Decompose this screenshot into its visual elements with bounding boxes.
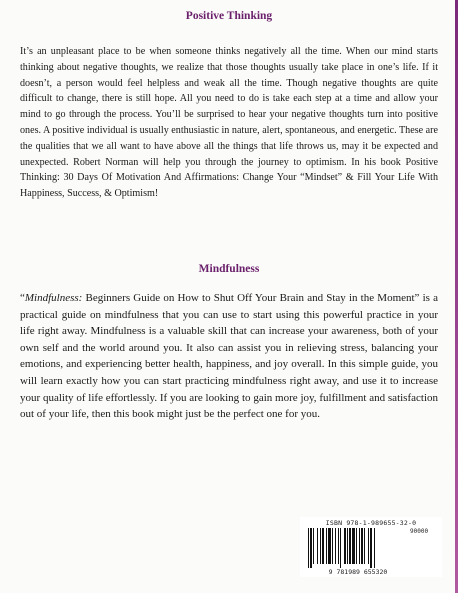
- barcode-bar: [340, 528, 341, 568]
- section-heading-mindfulness: Mindfulness: [198, 263, 260, 275]
- barcode-bar: [328, 528, 331, 564]
- barcode-bar: [326, 528, 327, 564]
- book-title-italic: Mindfulness:: [24, 292, 83, 304]
- mindfulness-paragraph-text: Beginners Guide on How to Shut Off Your Brain and Stay in the Moment” is a practical guide on mindfulness that you can use to start using this powerful practice in your life right away. Mindfulness is a valuable skill that can increase your awareness, both of your own self and the world around you. It also can assist you in relieving stress, balancing your emotions, and experiencing better health, happiness, and joy overall. In this simple guide, you will learn exactly how you can start practicing mindfulness right away, and use it to increase your quality of life effortlessly. If you are looking to gain more joy, fulfillment and satisfaction out of your life, then this book might just be the perfect one for you.: [20, 292, 438, 421]
- barcode-bar: [310, 528, 312, 568]
- barcode-bar: [335, 528, 336, 564]
- barcode-bar: [352, 528, 355, 564]
- isbn-barcode: [300, 517, 442, 577]
- positive-thinking-paragraph: It’s an unpleasant place to be when someone thinks negatively all the time. When our mind starts thinking about negative thoughts, we realize that those thoughts usually take place in one’s life. If it doesn’t, a person would feel helpless and weak all the time. Though negative thoughts are quite difficult to change, there is still hope. All you need to do is take each step at a time and allow your mind to go through the process. You’ll be surprised to hear your negative thoughts turn into positive ones. A positive individual is usually enthusiastic in nature, alert, spontaneous, and energetic. These are the qualities that we all want to have above all the things that life throws us, may it be expected and unexpected. Robert Norman will help you through the journey to optimism. In his book Positive Thinking: 30 Days Of Motivation And Affirmations: Change Your “Mindset” & Fill Your Life With Happiness, Success, & Optimism!: [20, 46, 438, 200]
- barcode-bar: [349, 528, 351, 564]
- barcode-bar: [361, 528, 363, 564]
- barcode-bar: [368, 528, 369, 564]
- barcode-bars: [306, 528, 406, 568]
- section-heading-positive-thinking: Positive Thinking: [185, 10, 273, 22]
- barcode-bar: [364, 528, 365, 564]
- barcode-bar: [359, 528, 360, 564]
- barcode-bar: [332, 528, 333, 564]
- barcode-bar: [338, 528, 339, 564]
- barcode-bar: [374, 528, 375, 568]
- barcode-bar: [370, 528, 372, 568]
- mindfulness-paragraph: [20, 290, 438, 423]
- barcode-bar: [356, 528, 357, 564]
- barcode-bar: [322, 528, 324, 564]
- open-quote: “: [20, 292, 25, 304]
- barcode-bar: [347, 528, 348, 564]
- barcode-bar: [344, 528, 346, 564]
- barcode-bar: [317, 528, 318, 564]
- barcode-digits: 9 781989 655320: [328, 568, 388, 576]
- barcode-bar: [313, 528, 314, 564]
- price-code: 90000: [410, 528, 429, 535]
- barcode-bar: [308, 528, 309, 568]
- barcode-bar: [320, 528, 321, 564]
- isbn-label: ISBN 978-1-989655-32-0: [325, 519, 417, 527]
